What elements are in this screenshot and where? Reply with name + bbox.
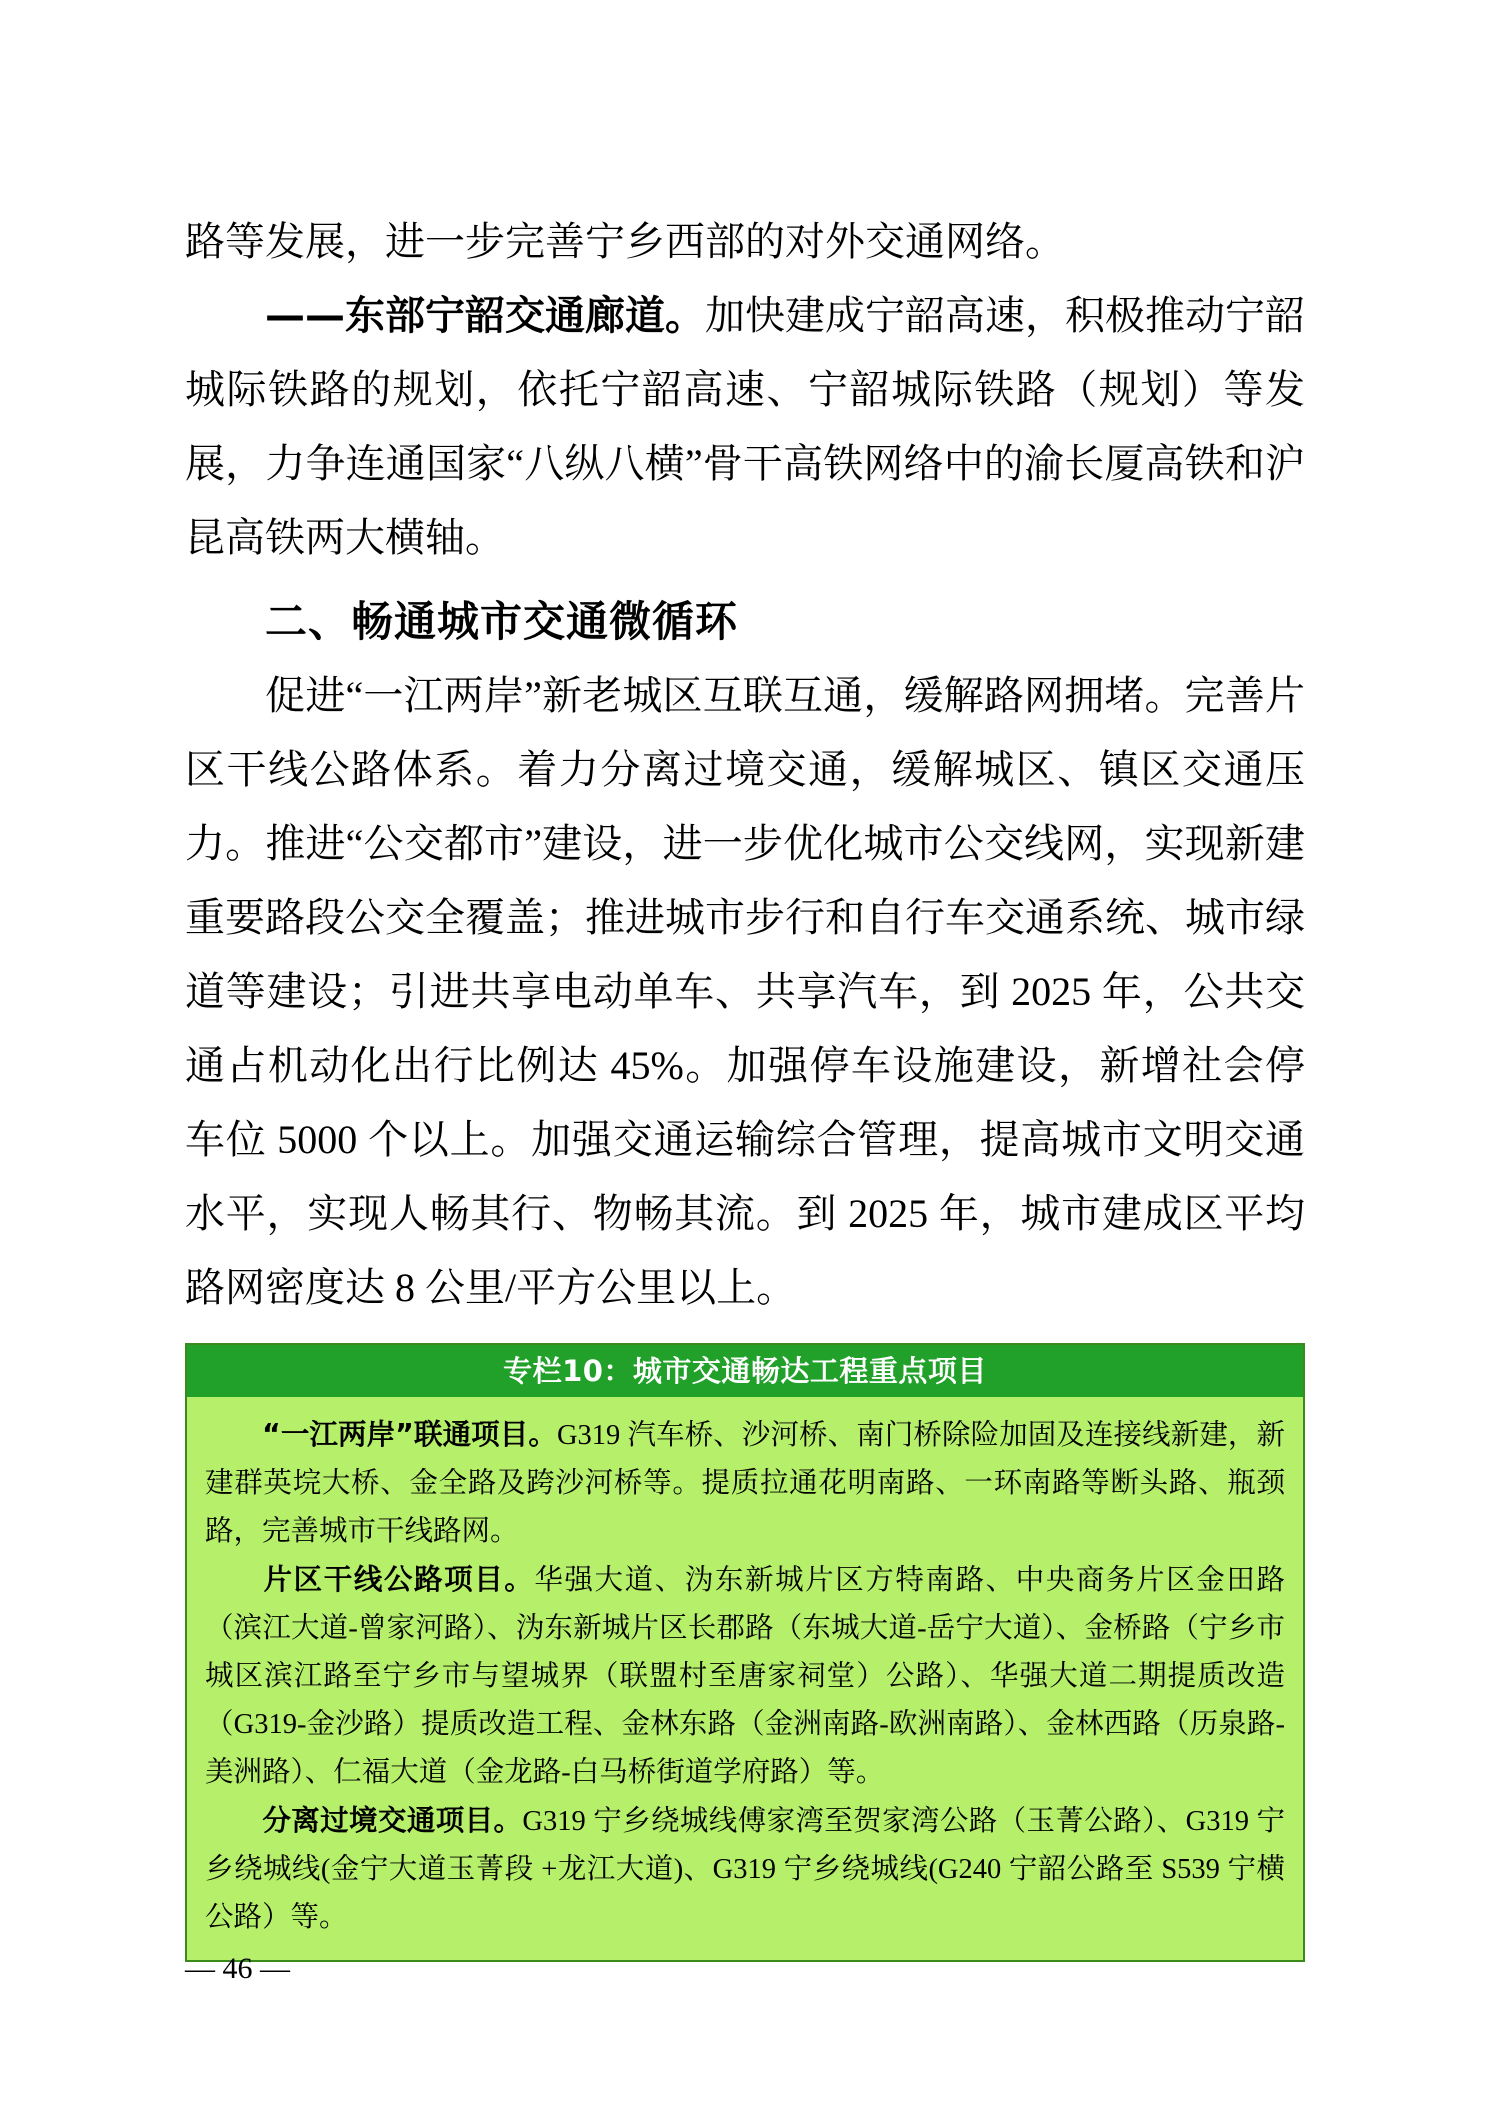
paragraph-east-corridor [185, 279, 1305, 575]
page-content [185, 205, 1305, 1962]
box-item [205, 1411, 1285, 1556]
box-item-lead: 片区干线公路项目。 [262, 1563, 535, 1596]
paragraph-east-corridor-text: 加快建成宁韶高速，积极推动宁韶城际铁路的规划，依托宁韶高速、宁韶城际铁路（规划）等发展，力争连通国家“八纵八横”骨干高铁网络中的渝长厦高铁和沪昆高铁两大横轴。 [185, 293, 1305, 560]
paragraph-section-body-text: 促进“一江两岸”新老城区互联互通，缓解路网拥堵。完善片区干线公路体系。着力分离过境交通，缓解城区、镇区交通压力。推进“公交都市”建设，进一步优化城市公交线网，实现新建重要路段公交全覆盖；推进城市步行和自行车交通系统、城市绿道等建设；引进共享电动单车、共享汽车，到 2025 年，公共交通占机动化出行比例达 45%。加强停车设施建设，新增社会停车位 5000 个以上。加强交通运输综合管理，提高城市文明交通水平，实现人畅其行、物畅其流。到 2025 年，城市建成区平均路网密度达 8 公里/平方公里以上。 [185, 673, 1305, 1310]
paragraph-east-corridor-lead: ——东部宁韶交通廊道。 [265, 293, 705, 339]
box-item-text: G319 汽车桥、沙河桥、南门桥除险加固及连接线新建，新建群英垸大桥、金全路及跨沙河桥等。提质拉通花明南路、一环南路等断头路、瓶颈路，完善城市干线路网。 [205, 1420, 1285, 1547]
box-item-lead: 分离过境交通项目。 [262, 1804, 523, 1837]
paragraph-section-body [185, 659, 1305, 1325]
page-footer [185, 1952, 1305, 1986]
highlight-box [185, 1343, 1305, 1962]
page-number: — 46 — [185, 1952, 290, 1985]
section-title-text: 二、畅通城市交通微循环 [265, 597, 739, 646]
paragraph-continuation [185, 205, 1305, 279]
paragraph-continuation-text: 路等发展，进一步完善宁乡西部的对外交通网络。 [185, 219, 1065, 264]
box-item-lead: “一江两岸”联通项目。 [262, 1418, 557, 1451]
highlight-box-title: 专栏10：城市交通畅达工程重点项目 [187, 1345, 1303, 1397]
box-item [205, 1797, 1285, 1942]
section-title [185, 585, 1305, 659]
highlight-box-body [187, 1397, 1303, 1960]
box-item-text: G319 宁乡绕城线傅家湾至贺家湾公路（玉菁公路）、G319 宁乡绕城线(金宁大道玉菁段 +龙江大道)、G319 宁乡绕城线(G240 宁韶公路至 S539 宁横公路）等。 [205, 1806, 1285, 1933]
box-item-text: 华强大道、沩东新城片区方特南路、中央商务片区金田路（滨江大道-曾家河路）、沩东新城片区长郡路（东城大道-岳宁大道）、金桥路（宁乡市城区滨江路至宁乡市与望城界（联盟村至唐家祠堂）公路）、华强大道二期提质改造（G319-金沙路）提质改造工程、金林东路（金洲南路-欧洲南路）、金林西路（历泉路-美洲路）、仁福大道（金龙路-白马桥街道学府路）等。 [205, 1565, 1285, 1788]
box-item [205, 1556, 1285, 1797]
